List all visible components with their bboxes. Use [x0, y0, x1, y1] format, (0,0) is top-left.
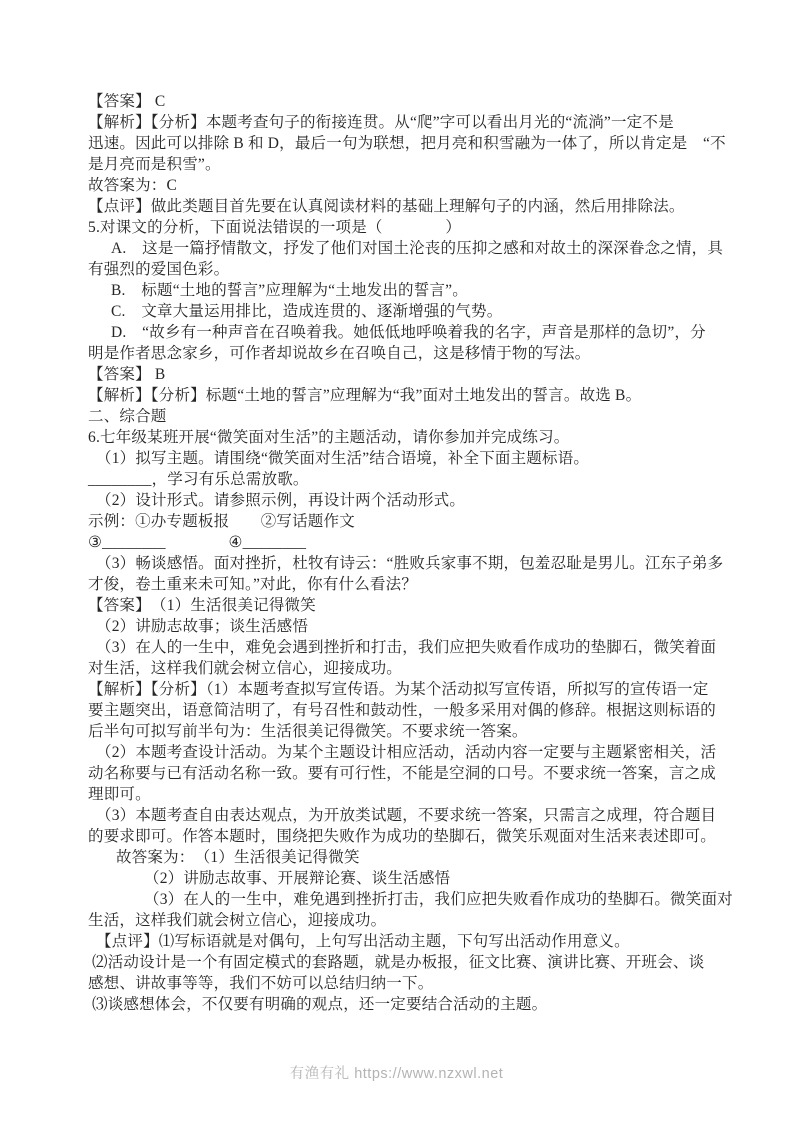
comment-q4: 【点评】做此类题目首先要在认真阅读材料的基础上理解句子的内涵，然后用排除法。 — [88, 198, 685, 215]
comment-q6-2-line2: 感想、讲故事等等，我们不妨可以总结归纳一下。 — [88, 975, 434, 992]
comment-q6-2-line1: ⑵活动设计是一个有固定模式的套路题，就是办板报，征文比赛、演讲比赛、开班会、谈 — [92, 954, 705, 971]
analysis-q6-3-line2: 的要求即可。作答本题时，围绕把失败作为成功的垫脚石，微笑乐观面对生活来表述即可。 — [88, 828, 717, 845]
question-6-part2-blanks: ③________ ④________ — [88, 534, 307, 551]
analysis-q6-2-line1: （2）本题考查设计活动。为某个主题设计相应活动，活动内容一定要与主题紧密相关，活 — [96, 744, 717, 761]
analysis-q6-1-line2: 要主题突出，语意简洁明了，有号召性和鼓动性，一般多采用对偶的修辞。根据这则标语的 — [88, 702, 717, 719]
answer-restate-q4: 故答案为：C — [88, 177, 178, 194]
section-2-heading: 二、综合题 — [88, 408, 167, 425]
question-6-part2: （2）设计形式。请参照示例，再设计两个活动形式。 — [96, 492, 466, 509]
analysis-q4-line2: 迅速。因此可以排除 B 和 D，最后一句为联想，把月亮和积雪融为一体了，所以肯定是 “不 — [88, 135, 726, 152]
answer-q6-part2: （2）讲励志故事；谈生活感悟 — [96, 618, 309, 635]
comment-q6-1: 【点评】⑴写标语就是对偶句，上句写出活动主题，下句写出活动作用意义。 — [96, 933, 630, 950]
document-body — [88, 91, 760, 1015]
analysis-q6-2-line3: 理即可。 — [88, 786, 151, 803]
question-5-option-b: B. 标题“土地的誓言”应理解为“土地发出的誓言”。 — [111, 282, 468, 299]
question-6-part3-line2: 才俊，卷土重来未可知。”对此，你有什么看法？ — [88, 576, 418, 593]
analysis-q6-3-line1: （3）本题考查自由表达观点，为开放类试题，不要求统一答案，只需言之成理，符合题目 — [96, 807, 717, 824]
question-5-option-d-line1: D. “故乡有一种声音在召唤着我。她低低地呼唤着我的名字，声音是那样的急切”，分 — [111, 324, 706, 341]
question-6-part1: （1）拟写主题。请围绕“微笑面对生活”结合语境，补全下面主题标语。 — [96, 450, 590, 467]
analysis-q4-line3: 是月亮而是积雪”。 — [88, 156, 221, 173]
answer-restate-q6-3-line1: （3）在人的一生中，难免遇到挫折打击，我们应把失败看作成功的垫脚石。微笑面对 — [144, 891, 733, 908]
analysis-q5: 【解析】【分析】标题“土地的誓言”应理解为“我”面对土地发出的誓言。故选 B。 — [88, 387, 642, 404]
answer-q6-part3-line1: （3）在人的一生中，难免会遇到挫折和打击，我们应把失败看作成功的垫脚石，微笑着面 — [96, 639, 717, 656]
answer-q6-part3-line2: 对生活，这样我们就会树立信心，迎接成功。 — [88, 660, 403, 677]
answer-restate-q6-3-line2: 生活，这样我们就会树立信心，迎接成功。 — [88, 912, 387, 929]
question-6-stem: 6.七年级某班开展“微笑面对生活”的主题活动，请你参加并完成练习。 — [88, 429, 570, 446]
footer-site-url-text: 有渔有礼 https://www.nzxwl.net — [289, 1066, 504, 1082]
analysis-q6-1-line1: 【解析】【分析】（1）本题考查拟写宣传语。为某个活动拟写宣传语，所拟写的宣传语一定 — [88, 681, 709, 698]
answer-q5-label: 【答案】 B — [88, 366, 166, 383]
answer-q4-label: 【答案】 C — [88, 93, 166, 110]
question-5-stem: 5.对课文的分析，下面说法错误的一项是（ ） — [88, 219, 462, 236]
question-5-option-a-line1: A. 这是一篇抒情散文，抒发了他们对国土沦丧的压抑之感和对故土的深深眷念之情，具 — [111, 240, 724, 257]
answer-restate-q6-2: （2）讲励志故事、开展辩论赛、谈生活感悟 — [144, 870, 451, 887]
question-5-option-c: C. 文章大量运用排比，造成连贯的、逐渐增强的气势。 — [111, 303, 503, 320]
analysis-q6-1-line3: 后半句可拟写前半句为：生活很美记得微笑。不要求统一答案。 — [88, 723, 528, 740]
question-5-option-a-line2: 有强烈的爱国色彩。 — [88, 261, 230, 278]
analysis-q6-2-line2: 动名称要与已有活动名称一致。要有可行性，不能是空洞的口号。不要求统一答案，言之成 — [88, 765, 717, 782]
question-6-part3-line1: （3）畅谈感悟。面对挫折，杜牧有诗云：“胜败兵家事不期，包羞忍耻是男儿。江东子弟多 — [96, 555, 724, 572]
question-6-part2-example: 示例：①办专题板报 ②写话题作文 — [88, 513, 355, 530]
answer-restate-q6-1: 故答案为： （1）生活很美记得微笑 — [116, 849, 360, 866]
question-6-part1-blank: ________，学习有乐总需放歌。 — [88, 471, 309, 488]
footer-watermark — [0, 1062, 793, 1083]
analysis-q4-line1: 【解析】【分析】本题考查句子的衔接连贯。从“爬”字可以看出月光的“流淌”一定不是 — [88, 114, 674, 131]
question-5-option-d-line2: 明是作者思念家乡，可作者却说故乡在召唤自己，这是移情于物的写法。 — [88, 345, 591, 362]
comment-q6-3: ⑶谈感想体会，不仅要有明确的观点，还一定要结合活动的主题。 — [92, 996, 548, 1013]
answer-q6-part1: 【答案】 （1）生活很美记得微笑 — [88, 597, 316, 614]
